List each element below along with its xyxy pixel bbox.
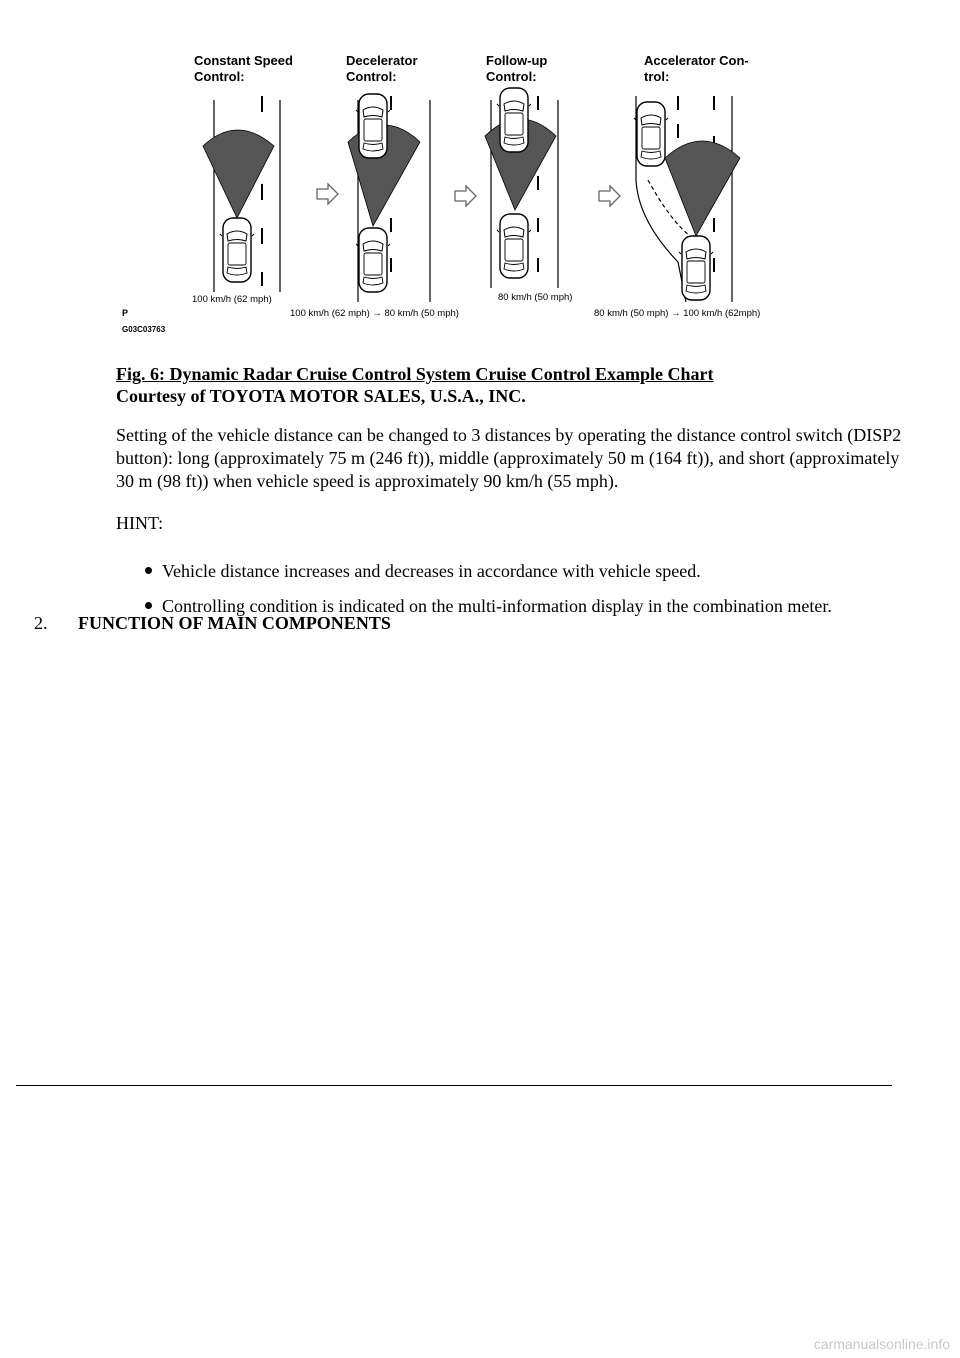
panel-label-line2: Control: (346, 69, 397, 84)
own-vehicle (497, 214, 531, 278)
panel-accelerator (594, 53, 760, 319)
arrow-icon (599, 186, 620, 206)
panel-label-line2: Control: (486, 69, 537, 84)
preceding-vehicle (497, 88, 531, 152)
list-item (143, 560, 832, 582)
own-vehicle (356, 228, 390, 292)
figure-code: G03C03763 (122, 325, 166, 334)
section-title: FUNCTION OF MAIN COMPONENTS (78, 613, 391, 633)
caption-title[interactable]: Fig. 6: Dynamic Radar Cruise Control System Cruise Control Example Chart (116, 364, 714, 384)
arrow-icon (317, 184, 338, 204)
panel-label-line1: Constant Speed (194, 53, 293, 68)
figure-corner-letter: P (122, 308, 129, 318)
preceding-vehicle (634, 102, 668, 166)
panel-follow-up (485, 53, 572, 303)
panel-label-line2: trol: (644, 69, 670, 84)
panel-label-line2: Control: (194, 69, 245, 84)
bullet-icon (145, 602, 152, 609)
panel-speed: 80 km/h (50 mph) → 100 km/h (62mph) (594, 308, 761, 319)
panel-decelerator (290, 53, 459, 319)
body-paragraph: Setting of the vehicle distance can be changed to 3 distances by operating the distance control switch (DISP2 button): long (approximately 75 m (246 ft)), middle (approximately 50 m (164 ft)), and short (approximately 30 m (98 ft)) when vehicle speed is approximately 90 km/h (55 mph). (116, 425, 902, 491)
preceding-vehicle (356, 94, 390, 158)
panel-speed: 100 km/h (62 mph) → 80 km/h (50 mph) (290, 308, 459, 319)
page-divider (16, 1085, 892, 1086)
panel-label-line1: Accelerator Con- (644, 53, 749, 68)
caption-courtesy: Courtesy of TOYOTA MOTOR SALES, U.S.A., INC. (116, 386, 526, 406)
bullet-icon (145, 567, 152, 574)
own-vehicle (679, 236, 713, 300)
arrow-icon (455, 186, 476, 206)
list-item-text: Vehicle distance increases and decreases in accordance with vehicle speed. (162, 561, 701, 581)
own-vehicle (220, 218, 254, 282)
panel-label-line1: Decelerator (346, 53, 418, 68)
section-number: 2. (34, 613, 48, 633)
figure-caption (116, 363, 713, 407)
section-heading (34, 612, 391, 634)
cruise-control-example-figure (110, 40, 800, 340)
panel-speed: 80 km/h (50 mph) (498, 292, 573, 303)
panel-label-line1: Follow-up (486, 53, 548, 68)
panel-speed: 100 km/h (62 mph) (192, 294, 272, 305)
panel-constant-speed (192, 53, 293, 305)
list-item-text: Controlling condition is indicated on the multi-information display in the combination meter. (162, 596, 832, 616)
watermark: carmanualsonline.info (813, 1336, 950, 1352)
hint-label: HINT: (116, 513, 164, 533)
